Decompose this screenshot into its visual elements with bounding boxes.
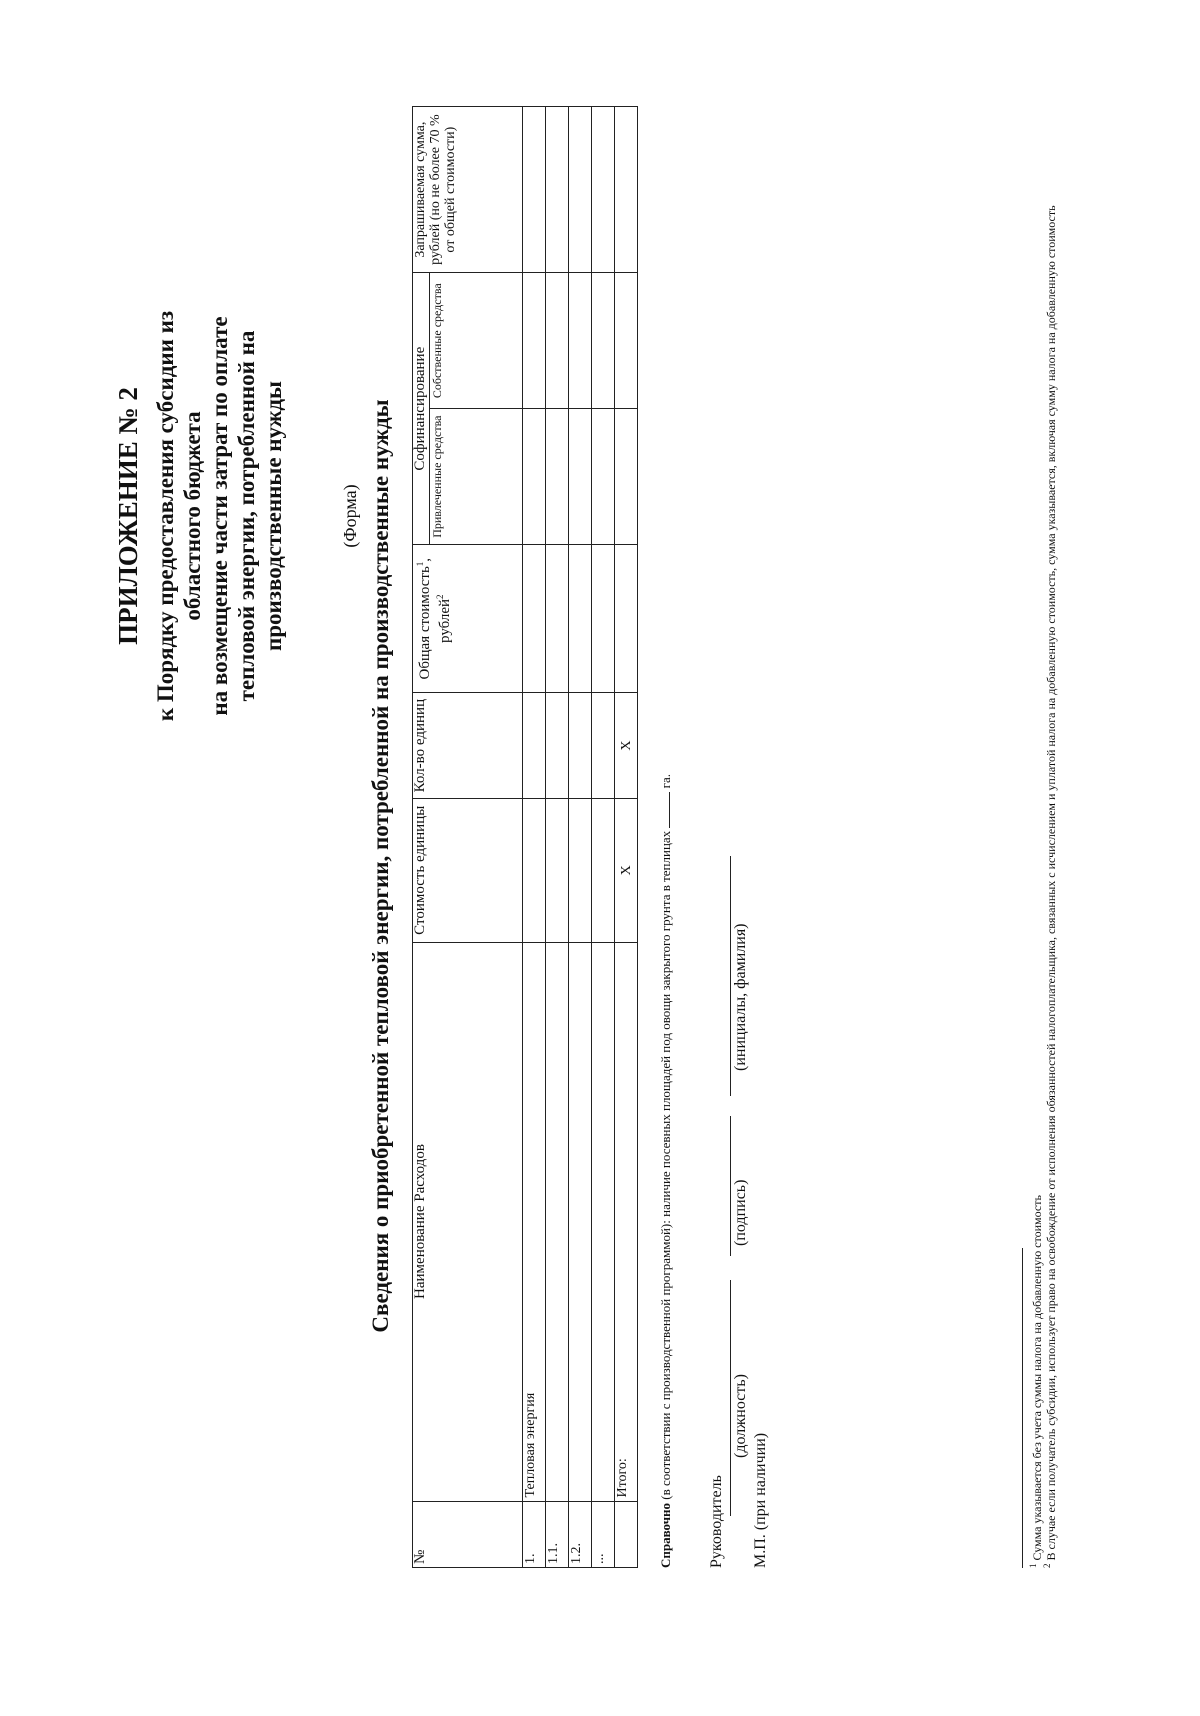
row-name [546, 942, 569, 1501]
row-total [569, 545, 592, 693]
row-total [546, 545, 569, 693]
row-num: 1. [523, 1501, 546, 1567]
row-unit-cost [523, 798, 546, 942]
row-num: 1.2. [569, 1501, 592, 1567]
heading-line-2: областного бюджета [180, 411, 205, 621]
row-name [592, 942, 615, 1501]
area-blank-line [669, 792, 670, 828]
row-attracted [569, 409, 592, 545]
table-row [546, 107, 569, 1568]
header-cofinancing: Софинансирование [413, 273, 430, 545]
signature-line [730, 1116, 731, 1256]
row-name: Итого: [615, 942, 638, 1501]
row-num: ... [592, 1501, 615, 1567]
header-unit-cost: Стоимость единицы [413, 798, 523, 942]
expense-table [412, 106, 638, 1568]
row-unit-cost [569, 798, 592, 942]
row-total [615, 545, 638, 693]
row-unit-cost: X [615, 798, 638, 942]
area-unit: га. [658, 773, 673, 789]
header-num: № [413, 1501, 523, 1567]
heading-line-1: к Порядку предоставления субсидии из [153, 310, 178, 722]
table-row [592, 107, 615, 1568]
form-label: (Форма) [340, 484, 360, 548]
heading-line-3: на возмещение части затрат по оплате [207, 316, 232, 716]
row-name [569, 942, 592, 1501]
header-requested: Запрашиваемая сумма, рублей (но не более 70 % от общей стоимости) [413, 107, 523, 273]
row-attracted [523, 409, 546, 545]
appendix-title: ПРИЛОЖЕНИЕ № 2 [113, 387, 143, 645]
row-requested [569, 107, 592, 273]
footnote-1: $^1$ Сумма указывается без учета суммы налога на добавленную стоимость [1028, 1195, 1044, 1568]
reference-note-text: (в соответствии с производственной программой): наличие посевных площадей под овощи закрытого грунта в теплицах [658, 830, 673, 1503]
row-requested [592, 107, 615, 273]
row-qty [592, 693, 615, 799]
table-row [569, 107, 592, 1568]
row-attracted [615, 409, 638, 545]
header-name: Наименование Расходов [413, 942, 523, 1501]
position-line [730, 1280, 731, 1516]
row-requested [523, 107, 546, 273]
row-own [592, 273, 615, 409]
name-line [730, 856, 731, 1096]
row-qty [569, 693, 592, 799]
table-title: Сведения о приобретенной тепловой энергии, потребленной на производственные нужды [368, 399, 393, 1333]
table-row [523, 107, 546, 1568]
row-unit-cost [546, 798, 569, 942]
table-total-row [615, 107, 638, 1568]
reference-note [658, 774, 674, 1568]
reference-note-label: Справочно [658, 1502, 673, 1568]
stamp-label: М.П. (при наличии) [752, 1432, 769, 1568]
row-requested [546, 107, 569, 273]
row-qty: X [615, 693, 638, 799]
table-header-row [413, 107, 430, 1568]
row-name: Тепловая энергия [523, 942, 546, 1501]
name-caption: (инициалы, фамилия) [732, 923, 749, 1071]
row-total [523, 545, 546, 693]
row-attracted [546, 409, 569, 545]
footnote-2: $^2$ В случае если получатель субсидии, использует право на освобождение от исполнения обязанностей налогоплательщика, связанных с исчислением и уплатой налога на добавленную стоимость, сумма указывается, включая сумму налога на добавленную стоимость [1042, 205, 1058, 1568]
header-qty: Кол-во единиц [413, 693, 523, 799]
row-qty [546, 693, 569, 799]
heading-line-5: производственные нужды [261, 380, 286, 652]
signature-caption: (подпись) [732, 1179, 749, 1246]
row-num: 1.1. [546, 1501, 569, 1567]
heading-line-4: тепловой энергии, потребленной на [234, 330, 259, 702]
row-own [523, 273, 546, 409]
row-requested [615, 107, 638, 273]
header-own-funds: Собственные средства [430, 273, 523, 409]
header-attracted-funds: Привлеченные средства [430, 409, 523, 545]
row-own [569, 273, 592, 409]
row-total [592, 545, 615, 693]
row-num [615, 1501, 638, 1567]
head-label: Руководитель [708, 1475, 725, 1568]
row-unit-cost [592, 798, 615, 942]
position-caption: (должность) [732, 1374, 749, 1458]
header-total: Общая стоимость$^1$, рублей$^2$ [413, 545, 523, 693]
appendix-heading [110, 106, 287, 926]
row-own [615, 273, 638, 409]
row-qty [523, 693, 546, 799]
footnote-rule [1022, 1248, 1023, 1568]
row-own [546, 273, 569, 409]
row-attracted [592, 409, 615, 545]
